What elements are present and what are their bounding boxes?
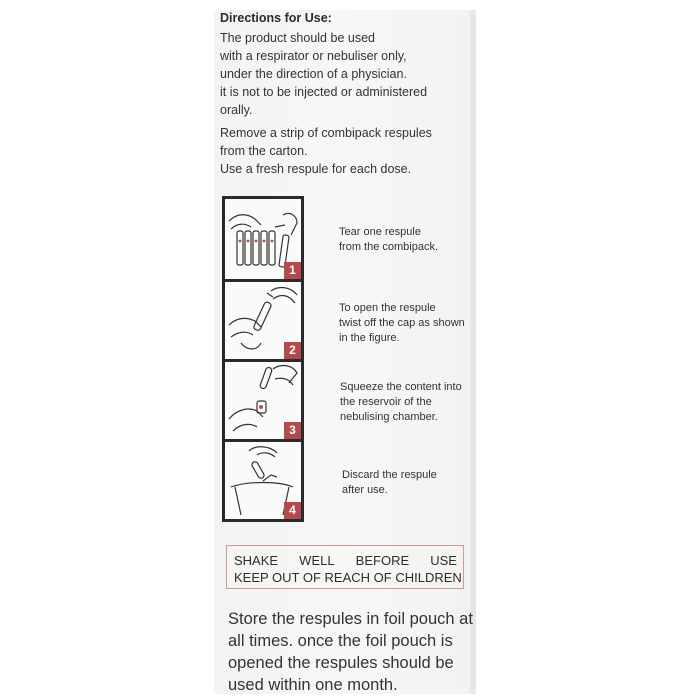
directions-text	[220, 29, 427, 119]
instructions-text	[220, 124, 432, 178]
keep-out-of-reach-line: KEEP OUT OF REACH OF CHILDREN	[234, 570, 462, 585]
storage-text	[228, 608, 473, 696]
step-number-badge: 1	[284, 262, 301, 279]
step-3-text	[340, 380, 462, 425]
step-text-line: Discard the respule	[342, 469, 437, 481]
instruction-line: Remove a strip of combipack respules	[220, 126, 432, 140]
step-number-badge: 3	[284, 422, 301, 439]
warning-word: SHAKE	[234, 553, 279, 568]
shake-well-line	[234, 552, 457, 569]
step-text-line: the reservoir of the	[340, 396, 432, 408]
warning-word: USE	[430, 553, 457, 568]
storage-line: used within one month.	[228, 676, 398, 694]
steps-illustration-strip	[222, 196, 304, 522]
storage-line: all times. once the foil pouch is	[228, 632, 453, 650]
storage-line: opened the respules should be	[228, 654, 454, 672]
instruction-line: from the carton.	[220, 144, 308, 158]
step-1-text	[339, 225, 438, 255]
step-text-line: in the figure.	[339, 332, 400, 344]
warning-box	[226, 545, 464, 589]
step-text-line: To open the respule	[339, 302, 436, 314]
storage-line: Store the respules in foil pouch at	[228, 610, 473, 628]
step-text-line: twist off the cap as shown	[339, 317, 465, 329]
step-2-panel	[225, 279, 301, 362]
directions-line: orally.	[220, 103, 253, 117]
directions-heading: Directions for Use:	[220, 11, 332, 25]
carton-edge	[470, 10, 476, 694]
directions-line: The product should be used	[220, 31, 375, 45]
step-number-badge: 4	[284, 502, 301, 519]
step-1-panel	[225, 199, 301, 282]
warning-word: BEFORE	[355, 553, 410, 568]
step-text-line: Tear one respule	[339, 226, 421, 238]
step-text-line: from the combipack.	[339, 241, 439, 253]
directions-line: under the direction of a physician.	[220, 67, 407, 81]
step-text-line: Squeeze the content into	[340, 381, 462, 393]
step-number-badge: 2	[284, 342, 301, 359]
step-text-line: nebulising chamber.	[340, 411, 438, 423]
step-4-panel	[225, 439, 301, 519]
instruction-line: Use a fresh respule for each dose.	[220, 162, 412, 176]
step-text-line: after use.	[342, 484, 388, 496]
step-2-text	[339, 301, 465, 346]
warning-word: WELL	[299, 553, 335, 568]
step-4-text	[342, 468, 437, 498]
step-3-panel	[225, 359, 301, 442]
directions-line: it is not to be injected or administered	[220, 85, 428, 99]
directions-line: with a respirator or nebuliser only,	[220, 49, 407, 63]
